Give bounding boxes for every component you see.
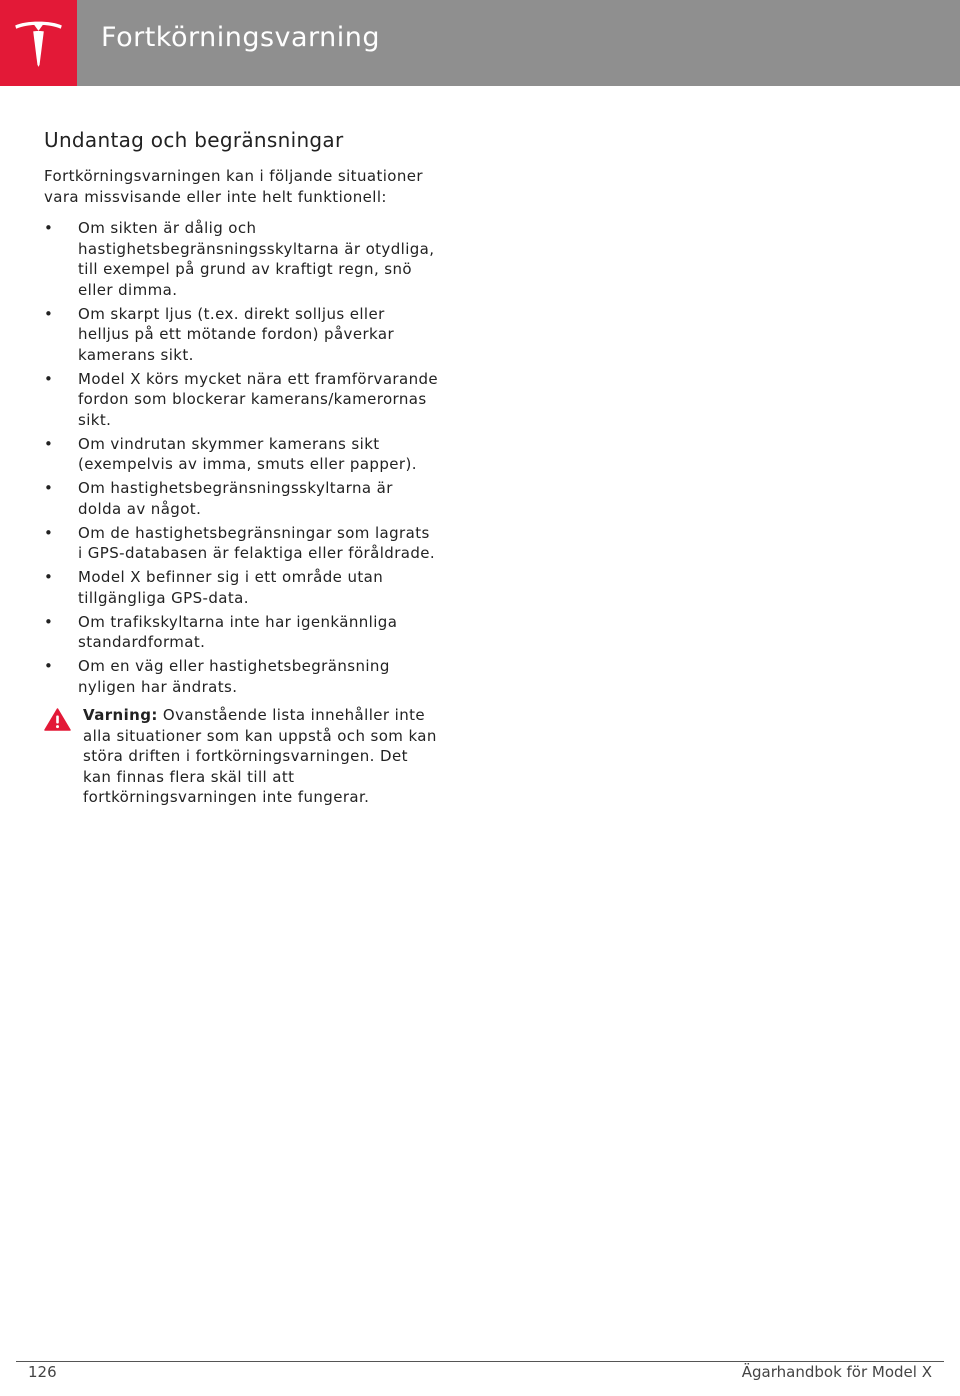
list-item-text: Om hastighetsbegränsningsskyltarna är dolda av något.: [78, 479, 393, 518]
page-title: Fortkörningsvarning: [101, 22, 381, 53]
bullet-dot: •: [44, 523, 54, 542]
bullet-dot: •: [44, 479, 54, 497]
list-item-text: Om sikten är dålig och hastighetsbegränsningsskyltarna är otydliga, till exempel på grund av kraftigt regn, snö eller dimma.: [78, 219, 435, 299]
bullet-dot: •: [44, 369, 54, 388]
list-item: [44, 218, 439, 300]
list-item-text: Om de hastighetsbegränsningar som lagrats i GPS-databasen är felaktiga eller föråldrade.: [78, 523, 436, 562]
list-item-text: Om vindrutan skymmer kamerans sikt (exempelvis av imma, smuts eller papper).: [78, 434, 417, 473]
warning-text: Ovanstående lista innehåller inte alla situationer som kan uppstå och som kan störa driften i fortkörningsvarningen. Det kan finnas flera skäl till att fortkörningsvarningen inte fungerar.: [83, 706, 437, 806]
list-item: [44, 523, 439, 564]
limitations-list: [44, 218, 439, 697]
list-item-text: Model X befinner sig i ett område utan tillgängliga GPS-data.: [78, 568, 384, 607]
list-item: [44, 434, 439, 475]
bullet-dot: •: [44, 568, 54, 586]
list-item: [44, 369, 439, 431]
tesla-logo-icon: [12, 16, 65, 69]
list-item: [44, 612, 439, 653]
intro-paragraph: Fortkörningsvarningen kan i följande situationer vara missvisande eller inte helt funktionell:: [44, 167, 423, 206]
list-item: [44, 304, 439, 366]
page-number: 126: [28, 1363, 57, 1381]
logo-box: [0, 0, 77, 86]
bullet-dot: •: [44, 304, 54, 323]
section-heading: Undantag och begränsningar: [44, 128, 344, 152]
main-content: [44, 128, 439, 808]
list-item-text: Om skarpt ljus (t.ex. direkt solljus eller helljus på ett mötande fordon) påverkar kamerans sikt.: [78, 304, 395, 364]
list-item-text: Model X körs mycket nära ett framförvarande fordon som blockerar kamerans/kamerornas sikt.: [78, 369, 439, 429]
page-header: [0, 0, 960, 86]
warning-triangle-icon: [44, 708, 71, 731]
bullet-dot: •: [44, 434, 54, 453]
list-item-text: Om en väg eller hastighetsbegränsning nyligen har ändrats.: [78, 657, 390, 696]
list-item: [44, 478, 439, 519]
list-item: [44, 567, 439, 608]
footer-manual-title: Ägarhandbok för Model X: [741, 1363, 932, 1381]
footer-divider: [16, 1361, 944, 1362]
warning-label: Varning:: [83, 706, 158, 724]
bullet-dot: •: [44, 612, 54, 631]
list-item-text: Om trafikskyltarna inte har igenkännliga standardformat.: [78, 612, 398, 651]
bullet-dot: •: [44, 219, 54, 237]
list-item: [44, 656, 439, 697]
warning-note: [44, 705, 439, 808]
bullet-dot: •: [44, 657, 54, 675]
